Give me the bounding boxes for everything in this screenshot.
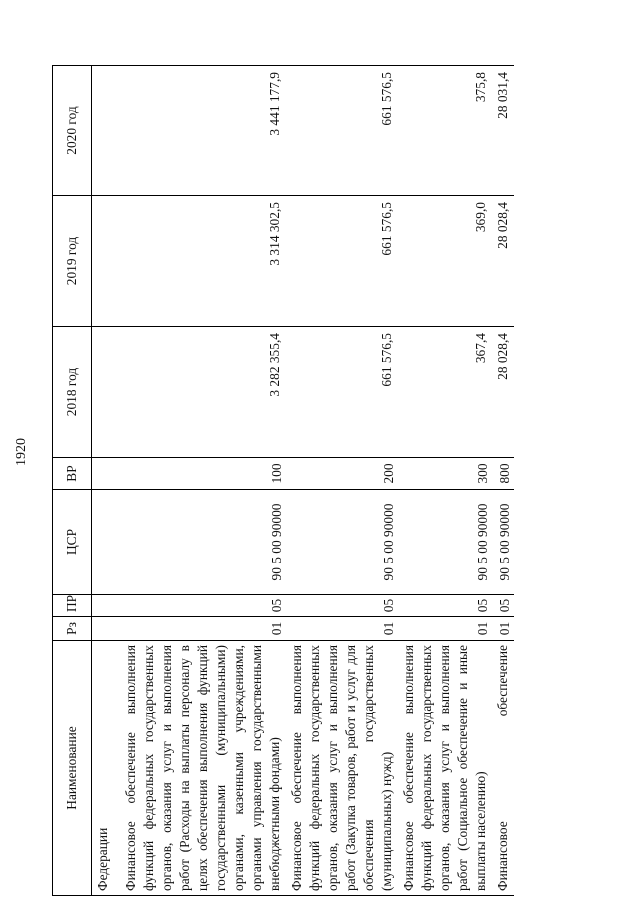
row-rz: 01	[120, 617, 286, 641]
row-name: Федерации	[92, 641, 121, 896]
header-vr: ВР	[53, 458, 92, 490]
row-2019: 661 576,5	[286, 196, 398, 327]
table-row	[492, 66, 514, 896]
table-row	[286, 66, 398, 896]
row-2018: 367,4	[398, 327, 492, 458]
row-2018: 28 028,4	[492, 327, 514, 458]
row-2020: 3 441 177,9	[120, 66, 286, 196]
header-2020: 2020 год	[53, 66, 92, 196]
row-csr: 90 5 00 90000	[398, 490, 492, 595]
row-csr: 90 5 00 90000	[286, 490, 398, 595]
row-2019: 369,0	[398, 196, 492, 327]
row-2019: 3 314 302,5	[120, 196, 286, 327]
row-name: Финансовое обеспечение выполнения функций федеральных государственных органов, оказания услуг и выполнения работ (Закупка товаров, работ и услуг для обеспечения государственных (муниципальных) нужд)	[286, 641, 398, 896]
row-csr: 90 5 00 90000	[120, 490, 286, 595]
row-rz	[92, 617, 121, 641]
row-csr: 90 5 00 90000	[492, 490, 514, 595]
row-2020: 661 576,5	[286, 66, 398, 196]
row-rz: 01	[398, 617, 492, 641]
row-vr: 800	[492, 458, 514, 490]
rotated-page-content	[52, 66, 589, 896]
row-2020: 375,8	[398, 66, 492, 196]
header-rz: Рз	[53, 617, 92, 641]
row-name: Финансовое обеспечение	[492, 641, 514, 896]
row-vr: 200	[286, 458, 398, 490]
row-rz: 01	[286, 617, 398, 641]
row-rz: 01	[492, 617, 514, 641]
row-2018	[92, 327, 121, 458]
row-2019: 28 028,4	[492, 196, 514, 327]
row-pr: 05	[120, 595, 286, 617]
table-row	[398, 66, 492, 896]
row-csr	[92, 490, 121, 595]
budget-table	[52, 65, 514, 896]
table-row	[92, 66, 121, 896]
row-2019	[92, 196, 121, 327]
row-2020	[92, 66, 121, 196]
row-pr: 05	[398, 595, 492, 617]
header-pr: ПР	[53, 595, 92, 617]
row-2018: 661 576,5	[286, 327, 398, 458]
row-pr	[92, 595, 121, 617]
row-name: Финансовое обеспечение выполнения функций федеральных государственных органов, оказания услуг и выполнения работ (Социальное обеспечение и иные выплаты населению)	[398, 641, 492, 896]
header-name: Наименование	[53, 641, 92, 896]
header-2018: 2018 год	[53, 327, 92, 458]
row-2020: 28 031,4	[492, 66, 514, 196]
row-vr: 300	[398, 458, 492, 490]
page-number: 1920	[14, 438, 29, 466]
row-vr	[92, 458, 121, 490]
table-row	[120, 66, 286, 896]
row-pr: 05	[492, 595, 514, 617]
row-2018: 3 282 355,4	[120, 327, 286, 458]
table-header-row	[53, 66, 92, 896]
header-csr: ЦСР	[53, 490, 92, 595]
row-pr: 05	[286, 595, 398, 617]
row-vr: 100	[120, 458, 286, 490]
row-name: Финансовое обеспечение выполнения функций федеральных государственных органов, оказания услуг и выполнения работ (Расходы на выплаты персоналу в целях обеспечения выполнения функций государственными (муниципальными) органами, казенными учреждениями, органами управления государственными внебюджетными фондами)	[120, 641, 286, 896]
header-2019: 2019 год	[53, 196, 92, 327]
